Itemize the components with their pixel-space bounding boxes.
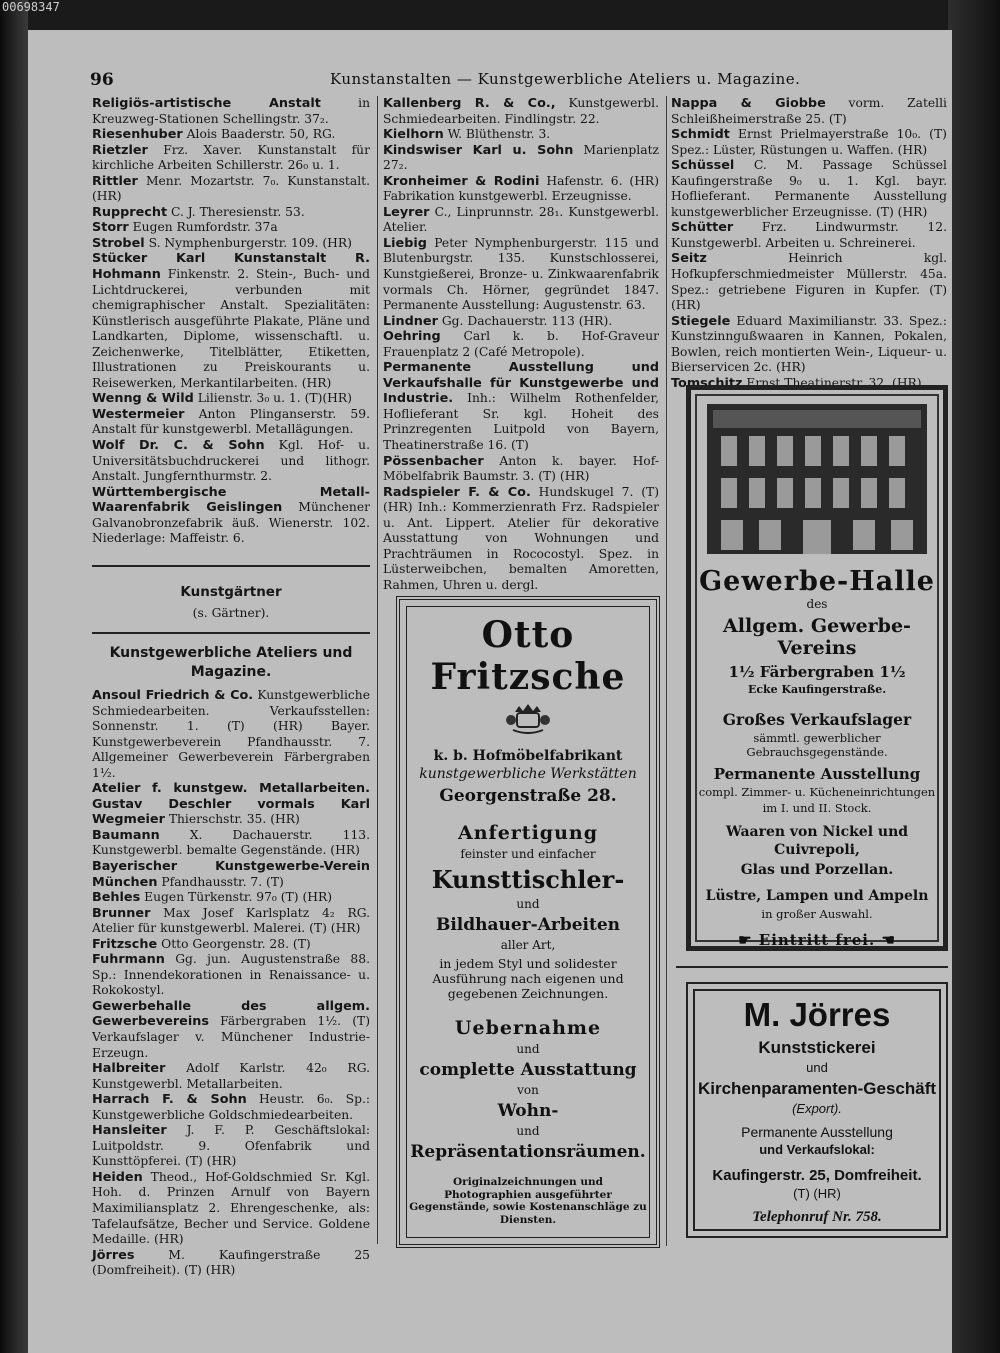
entry-text: Färbergraben 1½. (T) Verkaufslager v. Münchener Industrie-Erzeugn.	[92, 1014, 370, 1060]
entry-text: Thierschstr. 35. (HR)	[168, 812, 300, 827]
directory-entry	[92, 174, 370, 205]
directory-entry	[383, 485, 659, 594]
advert-heading: Großes Verkaufslager	[722, 710, 912, 729]
directory-entry	[92, 96, 370, 127]
column-1-entries	[92, 96, 370, 547]
entry-name: Kindswiser Karl u. Sohn	[383, 142, 574, 158]
entry-text: J. F. P. Geschäftslokal: Luitpoldstr. 9. Ofenfabrik und Kunsttöpferei. (T) (HR)	[92, 1123, 370, 1169]
directory-entry	[92, 1170, 370, 1248]
advert-text: und	[516, 897, 540, 911]
entry-text: Eugen Rumfordstr. 37a	[132, 220, 278, 235]
column-1-entries-ateliers	[92, 688, 370, 1279]
entry-name: Radspieler F. & Co.	[383, 484, 531, 500]
advert-line: k. b. Hofmöbelfabrikant	[433, 748, 623, 764]
directory-entry	[92, 1061, 370, 1092]
entry-text: Eduard Maximilianstr. 33. Spez.: Kunstzinngußwaaren in Kannen, Pokalen, Bowlen, reich montierten Wein-, Liqueur- u. Bierservicen 2c. (HR)	[671, 313, 947, 375]
entry-name: Schmidt	[671, 127, 730, 143]
pointing-hand-icon: ☚	[875, 931, 896, 949]
directory-entry	[383, 205, 659, 236]
entry-name: Schütter	[671, 220, 734, 236]
directory-entry	[92, 952, 370, 999]
advert-footnote: Originalzeichnungen und Photographien ausgeführter Gegenstände, sowie Kostenanschläge zu Diensten.	[409, 1176, 647, 1226]
directory-entry	[671, 127, 947, 158]
entry-text: Kgl. Hof- u. Universitätsbuchdruckerei und lithogr. Anstalt. Jungfernthurmstr. 2.	[92, 438, 370, 484]
advert-entry-line	[691, 931, 943, 949]
entry-text: Heustr. 6₀. Sp.: Kunstgewerbliche Goldschmiedearbeiten.	[92, 1092, 370, 1122]
advert-text: compl. Zimmer- u. Kücheneinrichtungen	[698, 785, 936, 799]
advert-otto-fritzsche	[396, 596, 660, 1248]
running-title: Kunstanstalten — Kunstgewerbliche Ateliers u. Magazine.	[330, 70, 801, 88]
directory-entry	[383, 360, 659, 453]
entry-text: Lilienstr. 3₀ u. 1. (T)(HR)	[197, 391, 352, 406]
directory-entry	[92, 127, 370, 143]
column-2	[383, 96, 659, 594]
section-sub-kunstgaertner: (s. Gärtner).	[192, 606, 270, 621]
directory-entry	[383, 96, 659, 127]
directory-entry	[92, 220, 370, 236]
directory-entry	[383, 454, 659, 485]
entry-name: Brunner	[92, 905, 151, 921]
entry-text: Frz. Xaver. Kunstanstalt für kirchliche Arbeiten Schillerstr. 26₀ u. 1.	[92, 142, 370, 173]
directory-entry	[92, 143, 370, 174]
entry-text: Anton k. bayer. Hof-Möbelfabrik Baumstr. 3. (T) (HR)	[383, 453, 659, 484]
entry-name: Jörres	[92, 1247, 135, 1263]
advert-address: Georgenstraße 28.	[439, 786, 617, 806]
advert-heading: Wohn-	[497, 1101, 559, 1121]
directory-entry	[92, 1123, 370, 1170]
advert-text: und Verkaufslokal:	[759, 1142, 875, 1157]
directory-entry	[92, 999, 370, 1061]
entry-text: Peter Nymphenburgerstr. 115 und Blutenburgstr. 135. Kunstschlosserei, Kunstgießerei, Bronze- u. Zinkwaarenfabrik vormals Ch. Hörner, gegründet 1847. Permanente Ausstellung: Augustenstr. 63.	[383, 235, 659, 313]
column-rule	[666, 96, 667, 1246]
section-title-ateliers: Kunstgewerbliche Ateliers und Magazine.	[109, 644, 353, 680]
entry-name: Halbreiter	[92, 1061, 166, 1077]
entry-text: Otto Georgenstr. 28. (T)	[161, 936, 311, 951]
entry-text: Menr. Mozartstr. 7₀. Kunstanstalt. (HR)	[92, 173, 370, 204]
directory-entry	[671, 96, 947, 127]
entry-text: in Kreuzweg-Stationen Schellingstr. 37₂.	[92, 96, 370, 126]
advert-text: in großer Auswahl.	[761, 907, 873, 921]
entry-text: X. Dachauerstr. 113. Kunstgewerbl. bemalte Gegenstände. (HR)	[92, 827, 370, 858]
directory-entry	[92, 251, 370, 391]
next-page-edge	[948, 0, 1000, 1353]
entry-name: Behles	[92, 890, 141, 906]
advert-address: 1½ Färbergraben 1½	[728, 663, 906, 681]
column-2-entries	[383, 96, 659, 594]
advert-entry-text: Eintritt frei.	[758, 931, 876, 949]
entry-name: Storr	[92, 220, 129, 236]
advert-text: des	[806, 597, 828, 611]
entry-name: Kallenberg R. & Co.,	[383, 96, 556, 111]
advert-text: und	[516, 1042, 540, 1056]
entry-name: Permanente Ausstellung und Verkaufshalle für Kunstgewerbe und Industrie.	[383, 360, 659, 407]
entry-name: Kronheimer & Rodini	[383, 173, 540, 189]
directory-entry	[92, 438, 370, 485]
entry-name: Rietzler	[92, 142, 148, 158]
entry-text: W. Blüthenstr. 3.	[447, 127, 551, 142]
entry-text: Inh.: Wilhelm Rothenfelder, Hoflieferant Sr. kgl. Hoheit des Prinzregenten Luitpold von Bayern, Theatinerstraße 16. (T)	[383, 391, 659, 453]
directory-entry	[383, 174, 659, 205]
royal-crest-icon	[505, 702, 551, 734]
entry-name: Religiös-artistische Anstalt	[92, 96, 321, 111]
advert-address: Kaufingerstr. 25, Domfreiheit.	[712, 1167, 922, 1184]
entry-name: Wolf Dr. C. & Sohn	[92, 438, 265, 454]
entry-name: Schüssel	[671, 158, 735, 174]
directory-entry	[383, 329, 659, 360]
pointing-hand-icon: ☛	[738, 931, 759, 949]
advert-text: von	[517, 1083, 539, 1097]
advert-heading: Repräsentationsräumen.	[410, 1142, 646, 1162]
directory-entry	[671, 220, 947, 251]
entry-name: Wenng & Wild	[92, 391, 194, 407]
directory-entry	[92, 1092, 370, 1123]
entry-text: Carl k. b. Hof-Graveur Frauenplatz 2 (Café Metropole).	[383, 329, 659, 359]
advert-heading: Glas und Porzellan.	[740, 862, 894, 878]
divider	[676, 966, 948, 968]
directory-entry	[92, 890, 370, 906]
entry-text: Frz. Lindwurmstr. 12. Kunstgewerbl. Arbeiten u. Schreinerei.	[671, 220, 947, 250]
entry-name: Strobel	[92, 235, 145, 251]
advert-heading: Bildhauer-Arbeiten	[435, 915, 621, 935]
entry-text: Hundskugel 7. (T) (HR) Inh.: Kommerzienrath Frz. Radspieler u. Ant. Lippert. Atelier für dekorative Ausstattung von Wohnungen und Prachträumen in Rococostyl. Spez. in Lüsterweibchen, bemalten Amoretten, Rahmen, Uhren u. dergl.	[383, 484, 659, 592]
directory-entry	[383, 236, 659, 314]
entry-text: vorm. Zatelli Schleißheimerstraße 25. (T)	[671, 96, 947, 126]
directory-entry	[92, 906, 370, 937]
entry-name: Stücker Karl Kunstanstalt R. Hohmann	[92, 251, 370, 283]
advert-heading: Anfertigung	[457, 822, 599, 844]
directory-entry	[671, 314, 947, 376]
entry-name: Heiden	[92, 1169, 143, 1185]
advert-text: Permanente Ausstellung	[741, 1124, 893, 1140]
entry-text: Ernst Prielmayerstraße 10₀. (T) Spez.: Lüster, Rüstungen u. Waffen. (HR)	[671, 127, 947, 157]
advert-text: aller Art,	[500, 938, 556, 952]
advert-gewerbehalle	[686, 385, 948, 951]
advert-name: M. Jörres	[743, 996, 891, 1033]
directory-entry	[671, 251, 947, 313]
entry-text: Adolf Karlstr. 42₀ RG. Kunstgewerbl. Metallarbeiten.	[92, 1061, 370, 1091]
entry-name: Fritzsche	[92, 936, 158, 952]
entry-text: C. M. Passage Schüssel Kaufingerstraße 9₀ u. 1. Kgl. bayr. Hoflieferant. Permanente Ausstellung kunstgewerblicher Erzeugnisse. (T) (HR)	[671, 158, 947, 219]
advert-text: in jedem Styl und solidester Ausführung nach eigenen und gegebenen Zeichnungen.	[432, 956, 624, 1001]
entry-name: Lindner	[383, 313, 438, 329]
advert-text: sämmtl. gewerblicher Gebrauchsgegenstände.	[746, 731, 888, 759]
directory-entry	[92, 391, 370, 407]
entry-text: Kunstgewerbl. Schmiedearbeiten. Findlingstr. 22.	[383, 96, 659, 126]
entry-name: Westermeier	[92, 406, 185, 422]
directory-entry	[92, 828, 370, 859]
directory-entry	[671, 158, 947, 220]
entry-text: Ernst Theatinerstr. 32. (HR)	[746, 375, 922, 390]
entry-name: Tomschitz	[671, 375, 743, 391]
entry-name: Ansoul Friedrich & Co.	[92, 687, 254, 703]
entry-name: Leyrer	[383, 204, 430, 220]
divider	[92, 565, 370, 567]
directory-entry	[92, 688, 370, 781]
advert-text: (T) (HR)	[793, 1186, 841, 1201]
column-rule	[377, 96, 378, 1244]
entry-text: C. J. Theresienstr. 53.	[171, 204, 305, 219]
advert-text: feinster und einfacher	[460, 847, 596, 861]
advert-text: und	[516, 1124, 540, 1138]
advert-heading: Lüstre, Lampen und Ampeln	[705, 888, 929, 904]
advert-text: im I. und II. Stock.	[762, 801, 872, 815]
advert-heading: Kirchenparamenten-Geschäft	[697, 1079, 937, 1098]
entry-name: Riesenhuber	[92, 127, 183, 143]
advert-heading: Permanente Ausstellung	[713, 765, 921, 783]
page-header	[90, 70, 801, 92]
directory-entry	[92, 407, 370, 438]
entry-name: Rittler	[92, 173, 138, 189]
scan-id: 00698347	[2, 0, 60, 14]
directory-entry	[383, 143, 659, 174]
advert-name: Gewerbe-Halle	[699, 566, 935, 597]
entry-name: Kielhorn	[383, 127, 444, 143]
entry-name: Bayerischer Kunstgewerbe-Verein München	[92, 858, 370, 890]
page-number: 96	[90, 70, 114, 90]
entry-text: Max Josef Karlsplatz 4₂ RG. Atelier für kunstgewerbl. Malerei. (T) (HR)	[92, 905, 370, 936]
entry-name: Seitz	[671, 251, 707, 267]
column-3-entries	[671, 96, 947, 391]
entry-name: Hansleiter	[92, 1123, 167, 1139]
advert-heading: Kunststickerei	[758, 1038, 876, 1057]
entry-name: Stiegele	[671, 313, 731, 329]
advert-line: kunstgewerbliche Werkstätten	[419, 766, 637, 782]
advert-text: (Export).	[792, 1101, 842, 1116]
directory-entry	[92, 937, 370, 953]
advert-heading: complette Ausstattung	[419, 1060, 637, 1080]
directory-entry	[383, 314, 659, 330]
directory-entry	[92, 781, 370, 828]
advert-heading: Allgem. Gewerbe-Vereins	[723, 615, 911, 659]
directory-entry	[92, 485, 370, 547]
advert-text: und	[806, 1060, 828, 1075]
entry-text: Hafenstr. 6. (HR) Fabrikation kunstgewerbl. Erzeugnisse.	[383, 173, 659, 204]
section-title-kunstgaertner: Kunstgärtner	[180, 583, 282, 600]
book-spine	[0, 0, 28, 1353]
entry-text: Heinrich kgl. Hofkupferschmiedmeister Müllerstr. 45a. Spez.: getriebene Figuren in Kupfer. (T) (HR)	[671, 251, 947, 313]
advert-telephone: Telephonruf Nr. 758.	[752, 1209, 882, 1225]
entry-text: Finkenstr. 2. Stein-, Buch- und Lichtdruckerei, verbunden mit chemigraphischer Anstalt. Spezialitäten: Künstlerisch ausgeführte Plakate, Pläne und Landkarten, Diplome, wissenschaftl. u. Zeichenwerke, Titelblätter, Etiketten, Illustrationen zu Preiskourants u. Reisewerken, Merkantilarbeiten. (HR)	[92, 267, 370, 390]
entry-text: Anton Plinganserstr. 59. Anstalt für kunstgewerbl. Metallägungen.	[92, 406, 370, 437]
entry-name: Nappa & Giobbe	[671, 96, 826, 111]
entry-text: Theod., Hof-Goldschmied Sr. Kgl. Hoh. d. Prinzen Arnulf von Bayern Maximiliansplatz 2. Ehrengeschenke, als: Tafelaufsätze, Becher und Service. Goldene Medaille. (HR)	[92, 1169, 370, 1247]
building-illustration-icon	[707, 404, 927, 554]
entry-name: Württembergische Metall-Waarenfabrik Geislingen	[92, 484, 370, 516]
entry-name: Baumann	[92, 827, 160, 843]
entry-text: Kunstgewerbliche Schmiedearbeiten. Verkaufsstellen: Sonnenstr. 1. (T) (HR) Bayer. Kunstgewerbeverein Pfandhausstr. 7. Allgemeiner Gewerbeverein Färbergraben 1½.	[92, 687, 370, 780]
entry-text: Pfandhausstr. 7. (T)	[161, 874, 284, 889]
advert-heading: Uebernahme	[454, 1017, 602, 1039]
entry-name: Liebig	[383, 235, 427, 251]
entry-text: Alois Baaderstr. 50, RG.	[186, 127, 336, 142]
advert-heading: Waaren von Nickel und Cuivrepoli,	[725, 824, 909, 858]
entry-name: Harrach F. & Sohn	[92, 1092, 247, 1108]
entry-name: Rupprecht	[92, 204, 168, 220]
entry-name: Oehring	[383, 329, 441, 345]
entry-name: Gewerbehalle des allgem. Gewerbevereins	[92, 998, 370, 1030]
entry-text: Gg. jun. Augustenstraße 88. Sp.: Innendekorationen in Renaissance- u. Rokokostyl.	[92, 952, 370, 998]
entry-name: Atelier f. kunstgew. Metallarbeiten. Gustav Deschler vormals Karl Wegmeier	[92, 781, 370, 828]
divider	[92, 632, 370, 634]
directory-entry	[383, 127, 659, 143]
entry-text: S. Nymphenburgerstr. 109. (HR)	[148, 235, 352, 250]
entry-text: M. Kaufingerstraße 25 (Domfreiheit). (T) (HR)	[92, 1247, 370, 1278]
advert-name: Otto Fritzsche	[430, 614, 626, 698]
advert-text: Ecke Kaufingerstraße.	[747, 683, 887, 696]
column-1	[92, 96, 370, 1279]
advert-heading: Kunsttischler-	[431, 865, 625, 894]
directory-entry	[92, 1248, 370, 1279]
directory-entry	[92, 859, 370, 890]
entry-text: Münchener Galvanobronzefabrik äuß. Wienerstr. 102. Niederlage: Maffeistr. 6.	[92, 500, 370, 546]
entry-text: Marienplatz 27₂.	[383, 142, 659, 173]
entry-text: Gg. Dachauerstr. 113 (HR).	[441, 313, 613, 328]
directory-entry	[92, 205, 370, 221]
entry-name: Pössenbacher	[383, 453, 484, 469]
entry-name: Fuhrmann	[92, 952, 165, 968]
entry-text: Eugen Türkenstr. 97₀ (T) (HR)	[144, 890, 333, 905]
directory-entry	[92, 236, 370, 252]
advert-joerres	[686, 982, 948, 1238]
column-3	[671, 96, 947, 391]
entry-text: C., Linprunnstr. 28₁. Kunstgewerbl. Atelier.	[383, 204, 659, 235]
